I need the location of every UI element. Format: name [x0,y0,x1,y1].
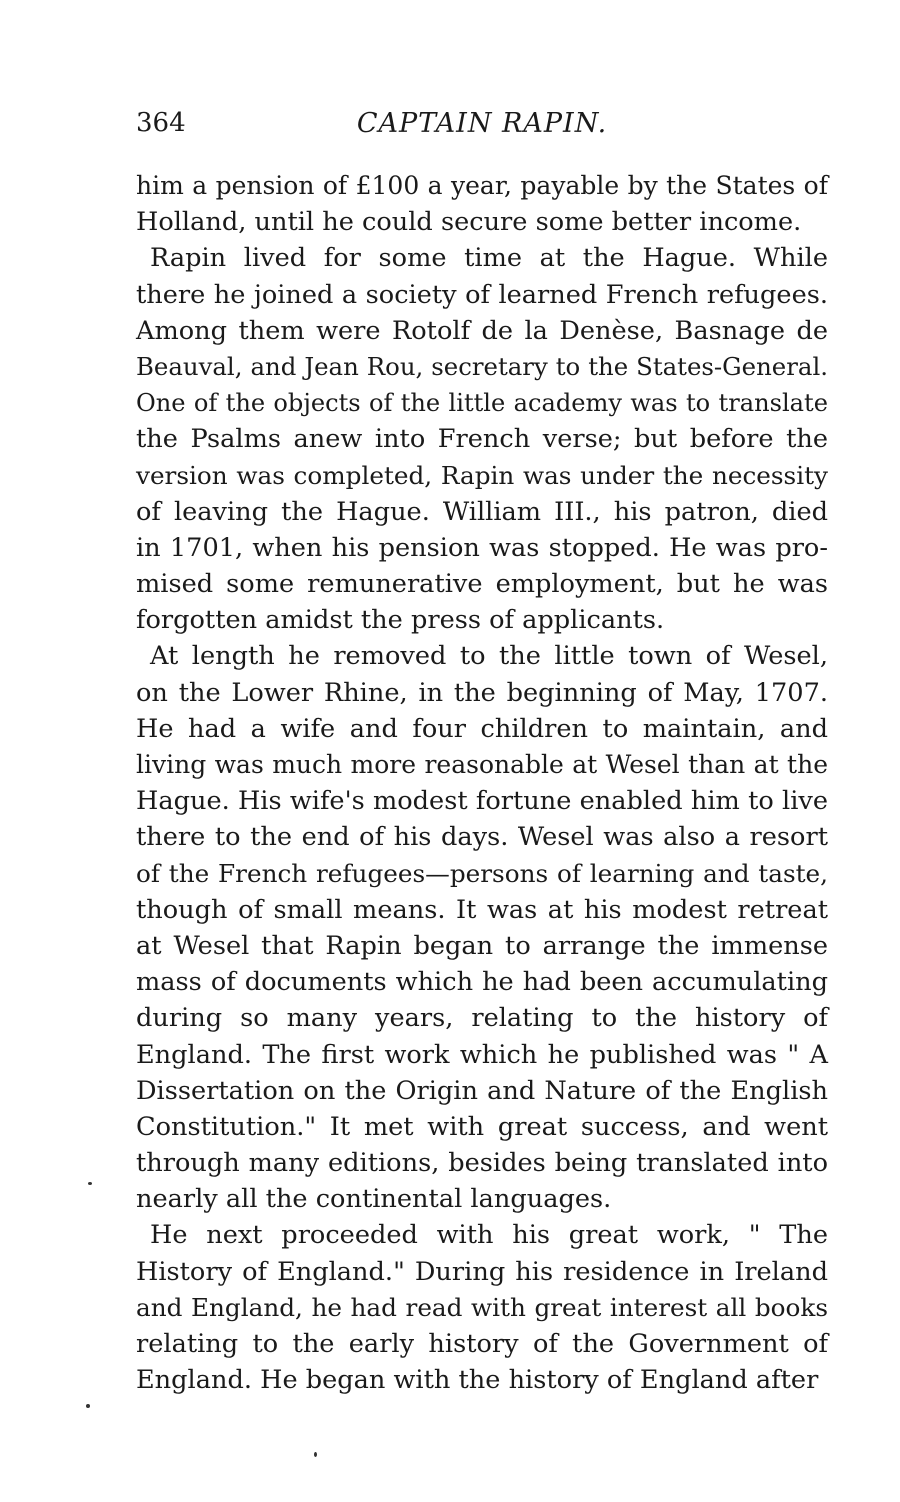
scan-speck [314,1452,317,1457]
text-line: there to the end of his days. Wesel was also a resort [136,822,828,853]
text-line: Holland, until he could secure some better income. [136,207,802,238]
text-line: At length he removed to the little town of Wesel, [150,641,828,672]
text-line: mised some remunerative employment, but he was [136,569,828,600]
text-line: through many editions, besides being translated into [136,1148,828,1179]
scan-speck [86,1404,90,1408]
text-line: Among them were Rotolf de la Denèse, Basnage de [136,315,828,346]
page-header [136,108,828,148]
text-line: at Wesel that Rapin began to arrange the immense [136,930,828,961]
text-line: and England, he had read with great interest all books [136,1292,828,1322]
text-line: relating to the early history of the Government of [136,1329,828,1359]
text-line: England. He began with the history of England after [136,1365,819,1396]
text-line: during so many years, relating to the history of [136,1003,828,1034]
text-line: Dissertation on the Origin and Nature of the English [136,1075,828,1106]
text-line: of the French refugees—persons of learning and taste, [136,858,828,888]
text-line: of leaving the Hague. William III., his patron, died [136,496,828,527]
text-line: History of England." During his residence in Ireland [136,1256,828,1287]
text-line: He had a wife and four children to maintain, and [136,713,828,744]
text-line: on the Lower Rhine, in the beginning of May, 1707. [136,677,828,708]
text-line: Beauval, and Jean Rou, secretary to the States-General. [136,351,828,381]
text-line: living was much more reasonable at Wesel than at the [136,750,828,779]
text-line: mass of documents which he had been accumulating [136,967,828,998]
scan-speck [88,1182,92,1185]
paragraph [136,1217,828,1398]
paragraph [136,638,828,1217]
text-line: One of the objects of the little academy was to translate [136,389,828,418]
text-line: version was completed, Rapin was under the necessity [136,460,828,490]
text-line: nearly all the continental languages. [136,1184,612,1215]
text-line: the Psalms anew into French verse; but before the [136,424,828,455]
page-number: 364 [136,108,186,138]
text-line: England. The first work which he published was " A [136,1039,828,1070]
text-line: him a pension of £100 a year, payable by the States of [136,171,828,200]
text-line: He next proceeded with his great work, " The [150,1220,828,1251]
text-line: forgotten amidst the press of applicants. [136,605,665,636]
text-line: though of small means. It was at his modest retreat [136,894,828,925]
text-line: Constitution." It met with great success, and went [136,1111,828,1142]
text-line: there he joined a society of learned French refugees. [136,279,828,310]
body-text [136,168,828,1398]
paragraph [136,168,828,240]
text-line: in 1701, when his pension was stopped. He was pro- [136,532,828,563]
text-line: Rapin lived for some time at the Hague. While [150,243,828,274]
paragraph [136,240,828,638]
running-head: CAPTAIN RAPIN. [356,108,608,139]
text-line: Hague. His wife's modest fortune enabled him to live [136,786,828,817]
